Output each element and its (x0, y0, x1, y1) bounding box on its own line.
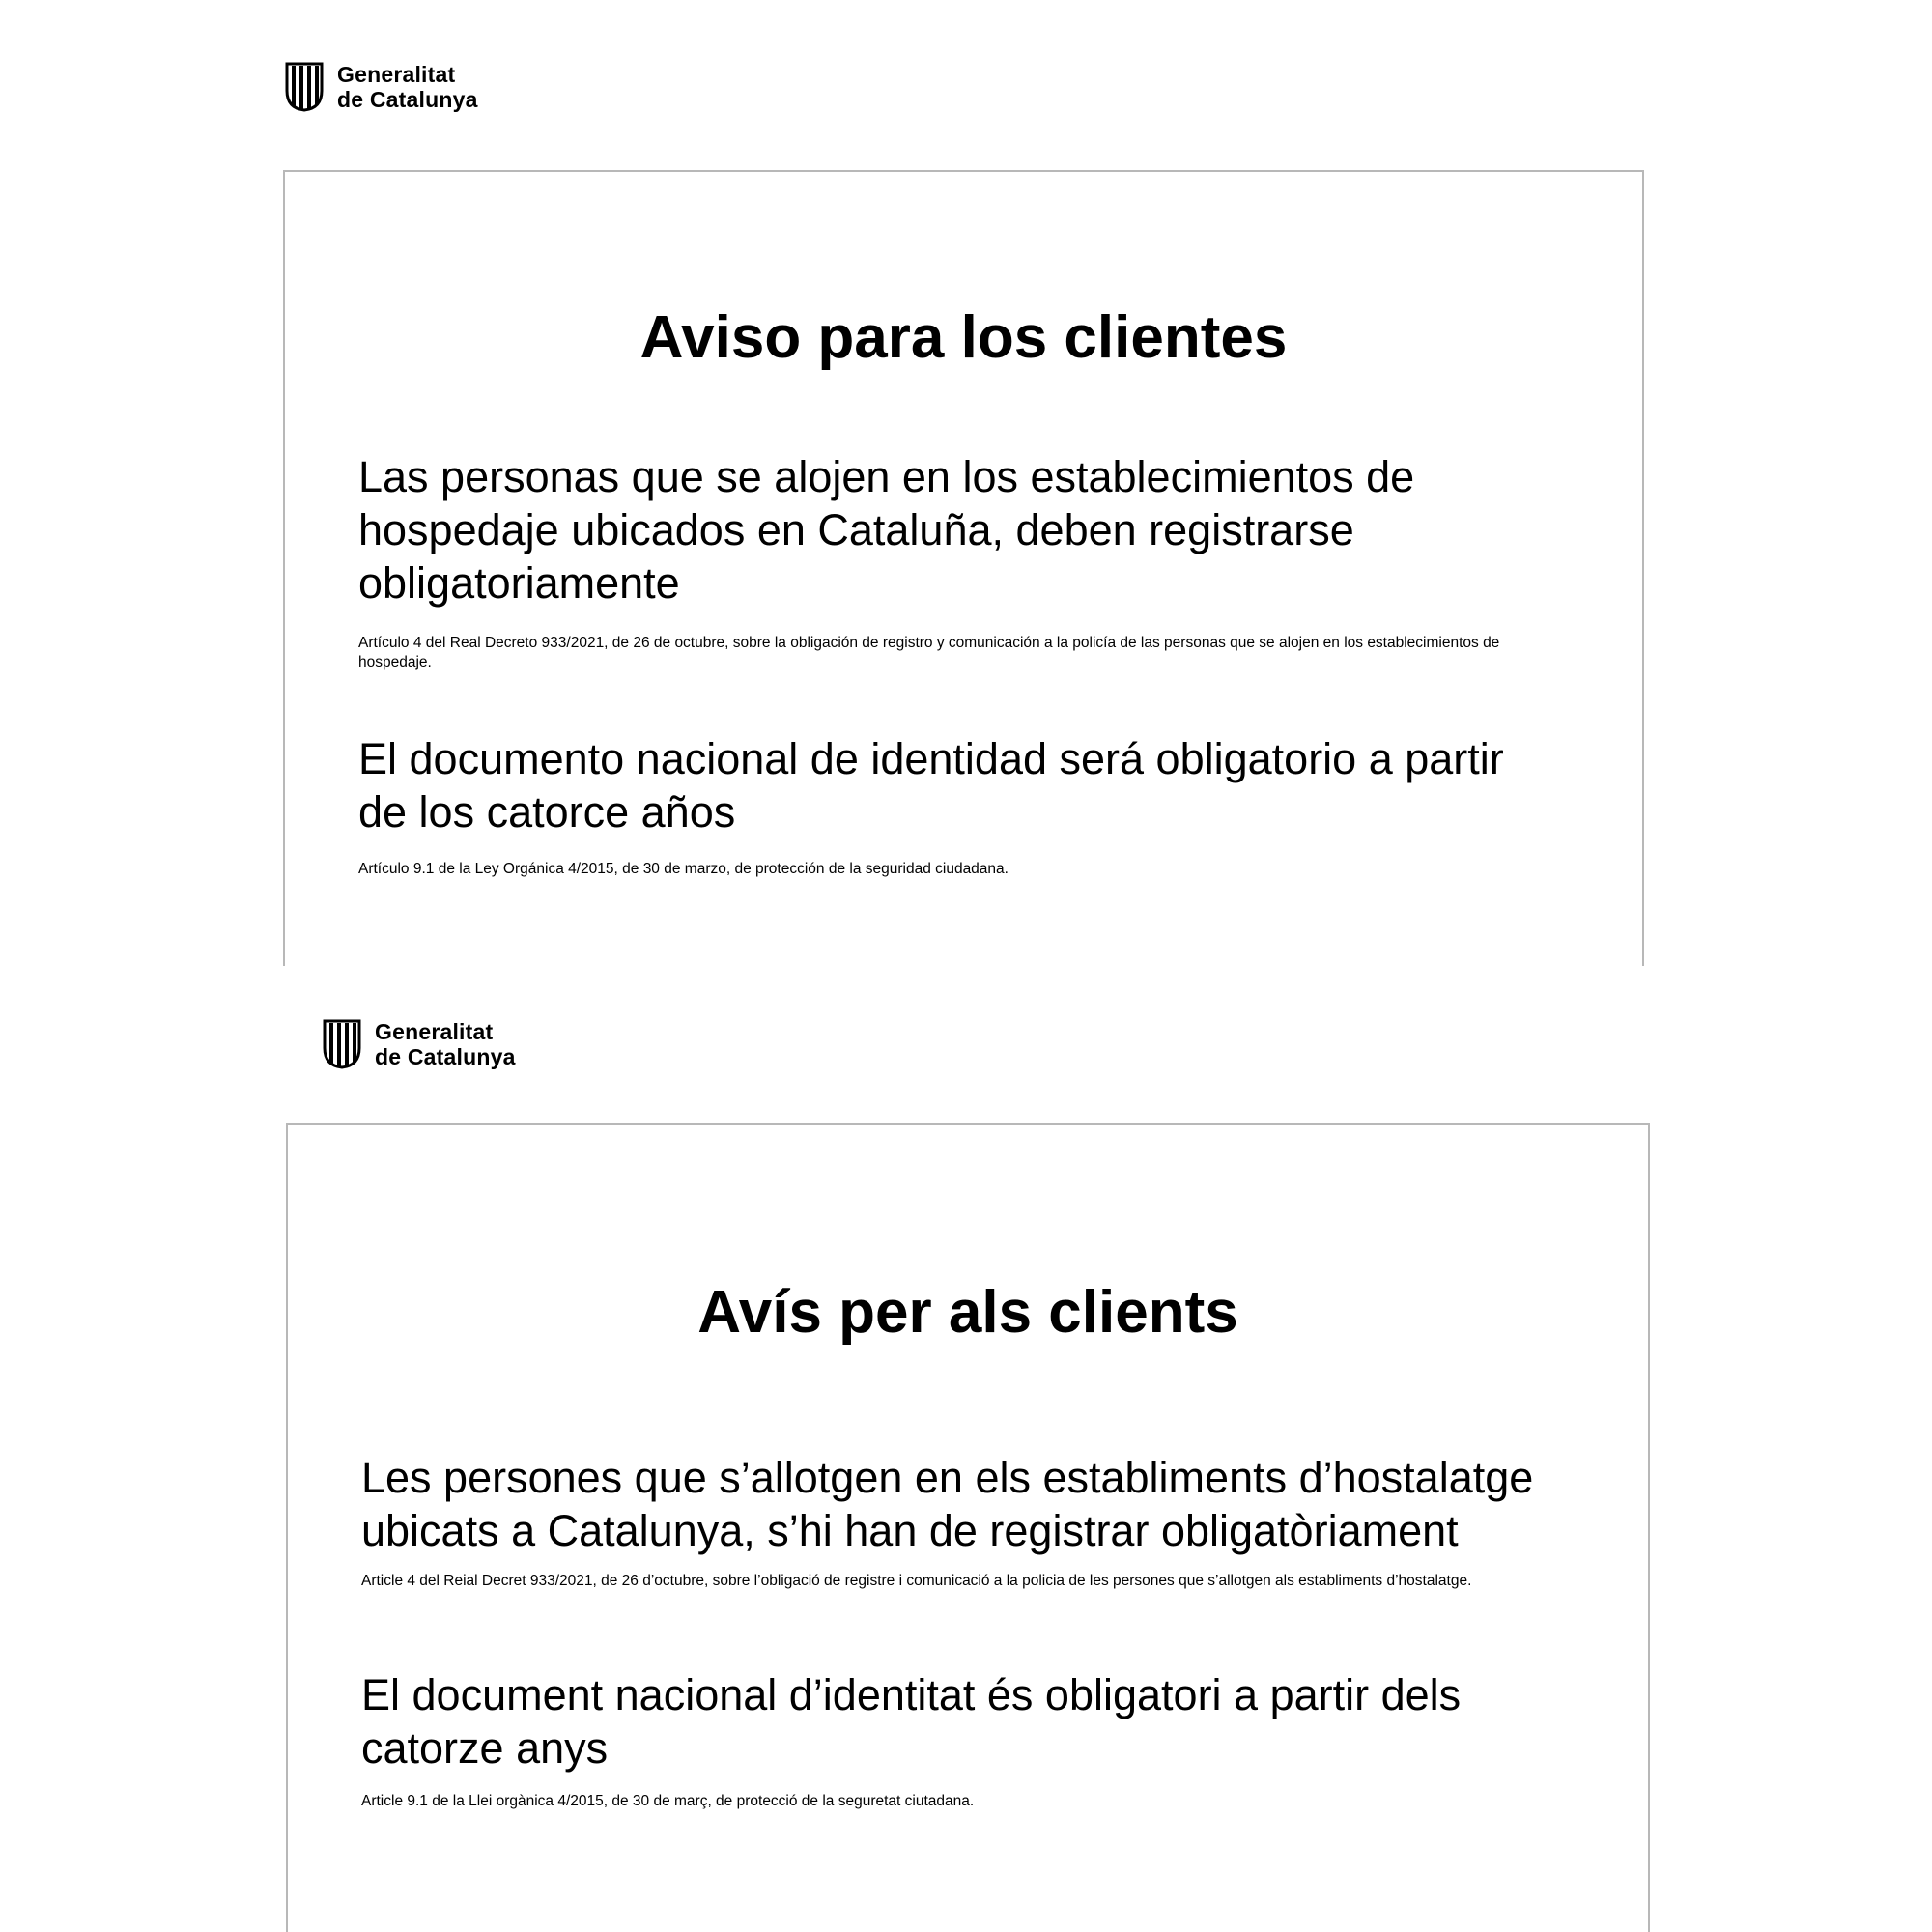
registration-citation: Artículo 4 del Real Decreto 933/2021, de 26 de octubre, sobre la obligación de registro y comunicación a la policía de las personas que se alojen en los establecimientos de hospedaje. (358, 635, 1500, 670)
id-document-citation: Artículo 9.1 de la Ley Orgánica 4/2015, de 30 de marzo, de protección de la seguridad ciudadana. (358, 861, 1009, 877)
id-document-statement: El documento nacional de identidad será obligatorio a partir de los catorce años (358, 734, 1504, 837)
notice-title: Avís per als clients (697, 1279, 1238, 1346)
generalitat-logo (283, 62, 478, 112)
logo-line-2: de Catalunya (375, 1044, 516, 1069)
generalitat-logo (321, 1019, 516, 1069)
registration-citation: Article 4 del Reial Decret 933/2021, de 26 d’octubre, sobre l’obligació de registre i comunicació a la policia de les persones que s’allotgen als establiments d’hostalatge. (361, 1573, 1472, 1589)
registration-statement: Les persones que s’allotgen en els establiments d’hostalatge ubicats a Catalunya, s’hi han de registrar obligatòriament (361, 1453, 1534, 1555)
registration-statement: Las personas que se alojen en los establecimientos de hospedaje ubicados en Cataluña, deben registrarse obligatoriamente (358, 452, 1415, 608)
logo-text (337, 62, 478, 112)
id-document-citation: Article 9.1 de la Llei orgànica 4/2015, de 30 de març, de protecció de la seguretat ciutadana. (361, 1793, 975, 1809)
notice-title: Aviso para los clientes (639, 304, 1288, 371)
logo-line-1: Generalitat (375, 1019, 494, 1044)
generalitat-emblem-icon (283, 62, 326, 112)
logo-line-2: de Catalunya (337, 87, 478, 112)
notice-card-catalan (286, 1123, 1650, 1932)
id-document-statement: El document nacional d’identitat és obligatori a partir dels catorze anys (361, 1670, 1462, 1773)
notice-card-spanish (283, 170, 1644, 966)
generalitat-emblem-icon (321, 1019, 363, 1069)
logo-line-1: Generalitat (337, 62, 456, 87)
logo-text (375, 1019, 516, 1069)
